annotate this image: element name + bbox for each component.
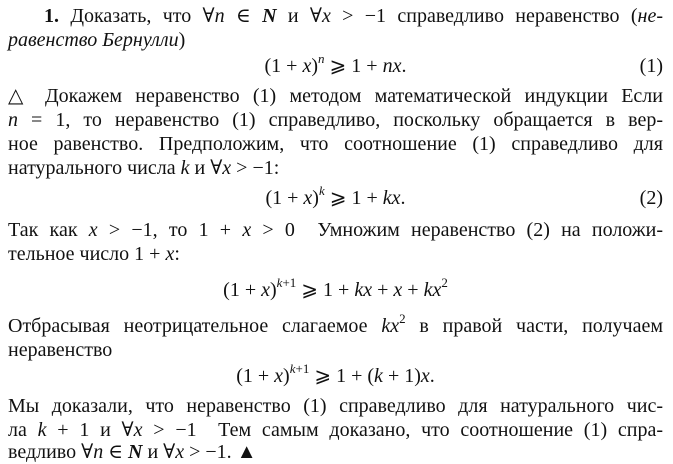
proof-line: ла k + 1 и ∀x > −1 Тем самым доказано, что соотношение (1) спра- (8, 419, 663, 441)
proof-line: Отбрасывая неотрицательное слагаемое $kx^2$ в правой части, получаем (8, 311, 663, 337)
equation-4-formula: $(1 + x)^{k+1}$ ⩾ 1 + (k + 1)x. (236, 361, 435, 387)
bernoulli-name: равенство Бернулли (8, 29, 179, 51)
statement-text: ) (178, 29, 186, 51)
equation-1-number: (1) (639, 55, 663, 77)
problem-statement-line-2 (8, 28, 663, 52)
proof-line: Мы доказали, что неравенство (1) справедливо для натурального чис- (8, 395, 663, 417)
problem-statement-line-1 (44, 4, 663, 28)
proof-line: ное равенство. Предположим, что соотношение (1) справедливо для (8, 133, 663, 155)
proof-line: n = 1, то неравенство (1) справедливо, поскольку обращается в вер- (8, 109, 663, 131)
statement-italic: не- (637, 5, 663, 27)
proof-line: неравенство (8, 339, 113, 361)
statement-text: > −1 справедливо неравенство ( (330, 5, 638, 27)
equation-4 (8, 362, 663, 390)
equation-1-formula: $(1 + x)^n$ ⩾ 1 + nx. (264, 51, 407, 77)
statement-text: Доказать, что ∀ (70, 5, 215, 27)
equation-2-formula: $(1 + x)^k$ ⩾ 1 + kx. (265, 183, 406, 209)
proof-line: натурального числа k и ∀x > −1: (8, 157, 280, 179)
equation-3 (8, 276, 663, 304)
var-n: n (214, 5, 225, 27)
equation-3-formula: $(1 + x)^{k+1}$ ⩾ 1 + kx + $x + kx^2$ (223, 275, 448, 301)
end-of-proof-icon: ▲ (236, 441, 257, 463)
equation-1 (8, 52, 663, 80)
var-x: x (321, 5, 331, 27)
statement-text: ∈ (224, 5, 263, 27)
statement-text: и ∀ (276, 5, 322, 27)
proof-line: тельное число 1 + x: (8, 243, 180, 265)
equation-2-number: (2) (639, 187, 663, 209)
set-naturals: N (262, 5, 277, 27)
proof-line: △ Докажем неравенство (1) методом математической индукции Если (8, 85, 663, 107)
equation-2 (8, 184, 663, 212)
proof-line: Так как x > −1, то 1 + x > 0 Умножим неравенство (2) на положи- (8, 219, 663, 241)
proof-line: ведливо ∀n ∈ N и ∀x > −1. ▲ (8, 441, 257, 463)
problem-number: 1. (44, 5, 59, 27)
